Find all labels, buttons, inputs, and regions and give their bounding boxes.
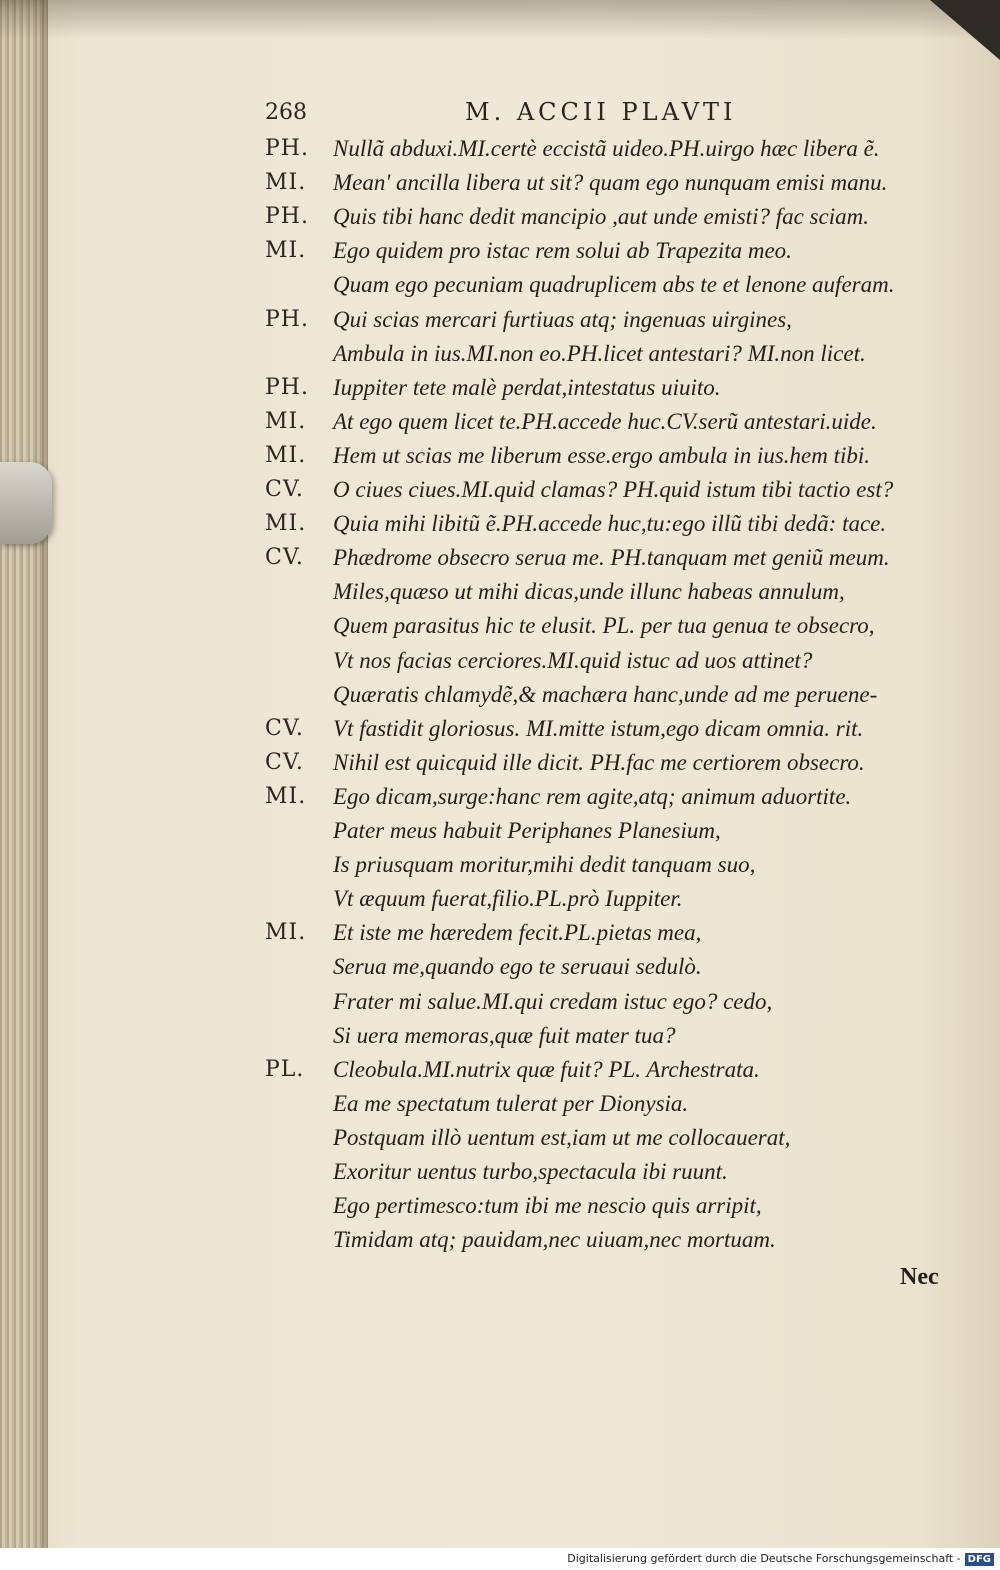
verse-line [265,648,955,682]
verse-text: Ambula in ius.MI.non eo.PH.licet antestari? MI.non licet. [333,340,866,366]
verse-line [265,784,955,818]
speaker-label: PH. [265,136,309,161]
verse-line [265,1159,955,1193]
verse-line [265,716,955,750]
verse-line [265,136,955,170]
verse-text: Nullã abduxi.MI.certè eccistã uideo.PH.uirgo hæc libera ẽ. [333,136,880,161]
verse-line [265,307,955,341]
verse-line [265,750,955,784]
verse-text: Quem parasitus hic te elusit. PL. per tua genua te obsecro, [333,613,875,639]
verse-text: Si uera memoras,quæ fuit mater tua? [333,1022,676,1048]
verse-text: Hem ut scias me liberum esse.ergo ambula in ius.hem tibi. [333,442,871,468]
catchword: Nec [900,1264,939,1290]
verse-text: Mean' ancilla libera ut sit? quam ego nunquam emisi manu. [333,170,888,196]
verse-line [265,920,955,954]
verse-text: Miles,quæso ut mihi dicas,unde illunc habeas annulum, [333,579,845,605]
speaker-label: CV. [265,715,304,741]
verse-text: Et iste me hæredem fecit.PL.pietas mea, [333,920,702,946]
running-title: M. ACCII PLAVTI [465,98,737,126]
top-shadow [0,0,1000,40]
speaker-label: MI. [265,238,307,264]
verse-text: Is priusquam moritur,mihi dedit tanquam suo, [333,852,756,878]
verse-line [265,579,955,613]
verse-line [265,818,955,852]
verse-line [265,511,955,545]
verse-line [265,682,955,716]
page-clip [0,462,52,544]
verse-text: At ego quem licet te.PH.accede huc.CV.serũ antestari.uide. [333,408,877,434]
verse-line [265,1057,955,1091]
verse-line [265,375,955,409]
verse-text: Vt nos facias cerciores.MI.quid istuc ad uos attinet? [333,647,813,673]
speaker-label: PH. [265,306,309,332]
verse-line [265,989,955,1023]
speaker-label: PH. [265,374,309,400]
speaker-label: MI. [265,511,307,537]
verse-line [265,272,955,306]
verse-text: Ego dicam,surge:hanc rem agite,atq; animum aduortite. [333,783,852,809]
verse-line [265,477,955,511]
verse-line [265,545,955,579]
verse-text: Serua me,quando ego te seruaui sedulò. [333,954,702,980]
verse-text: Postquam illò uentum est,iam ut me collocauerat, [333,1124,791,1150]
speaker-label: MI. [265,170,307,196]
verse-text: Qui scias mercari furtiuas atq; ingenuas uirgines, [333,306,792,332]
verse-text: Iuppiter tete malè perdat,intestatus uiuito. [333,374,721,400]
speaker-label: MI. [265,783,307,809]
verse-line [265,1023,955,1057]
verse-text: Quæratis chlamydẽ,& machæra hanc,unde ad me peruene- [333,681,878,707]
verse-line [265,1091,955,1125]
verse-text: O ciues ciues.MI.quid clamas? PH.quid istum tibi tactio est? [333,477,894,502]
verse-text: Vt fastidit gloriosus. MI.mitte istum,ego dicam omnia. rit. [333,715,864,741]
speaker-label: CV. [265,477,304,502]
speaker-label: MI. [265,920,307,946]
verse-line [265,1125,955,1159]
verse-line [265,238,955,272]
verse-line [265,954,955,988]
verse-line [265,204,955,238]
verse-text: Quam ego pecuniam quadruplicem abs te et lenone auferam. [333,272,895,298]
verse-line [265,409,955,443]
verse-text: Quis tibi hanc dedit mancipio ,aut unde emisti? fac sciam. [333,204,869,230]
verse-line [265,170,955,204]
footer-bar [0,1548,1000,1570]
speaker-label: MI. [265,442,307,468]
verse-line [265,613,955,647]
verse-text: Ea me spectatum tulerat per Dionysia. [333,1090,689,1116]
verse-text: Nihil est quicquid ille dicit. PH.fac me certiorem obsecro. [333,749,865,775]
verse-text: Exoritur uentus turbo,spectacula ibi ruunt. [333,1159,728,1184]
verse-line [265,886,955,920]
verse-line [265,341,955,375]
speaker-label: PL. [265,1056,305,1082]
verse-text: Timidam atq; pauidam,nec uiuam,nec mortuam. [333,1227,776,1253]
verse-line [265,443,955,477]
verse-line [265,1227,955,1261]
footer-text: Digitalisierung gefördert durch die Deutsche Forschungsgemeinschaft - [567,1552,961,1565]
speaker-label: PH. [265,204,309,230]
verse-text: Ego quidem pro istac rem solui ab Trapezita meo. [333,238,792,264]
page-number: 268 [265,100,307,125]
verse-line [265,1193,955,1227]
verse-text: Frater mi salue.MI.qui credam istuc ego? cedo, [333,988,773,1014]
verse-text: Cleobula.MI.nutrix quæ fuit? PL. Archestrata. [333,1056,760,1082]
verse-line [265,852,955,886]
speaker-label: MI. [265,408,307,434]
verse-text: Vt æquum fuerat,filio.PL.prò Iuppiter. [333,886,683,912]
speaker-label: CV. [265,749,304,775]
verse-text: Phædrome obsecro serua me. PH.tanquam met geniũ meum. [333,545,890,571]
verse-text: Ego pertimesco:tum ibi me nescio quis arripit, [333,1193,762,1219]
page-header [265,96,825,130]
dfg-logo: DFG [965,1553,994,1566]
page-edges [0,0,48,1570]
speaker-label: CV. [265,545,304,571]
verse-text: Quia mihi libitũ ẽ.PH.accede huc,tu:ego illũ tibi dedã: tace. [333,511,887,537]
verse-text: Pater meus habuit Periphanes Planesium, [333,818,721,843]
